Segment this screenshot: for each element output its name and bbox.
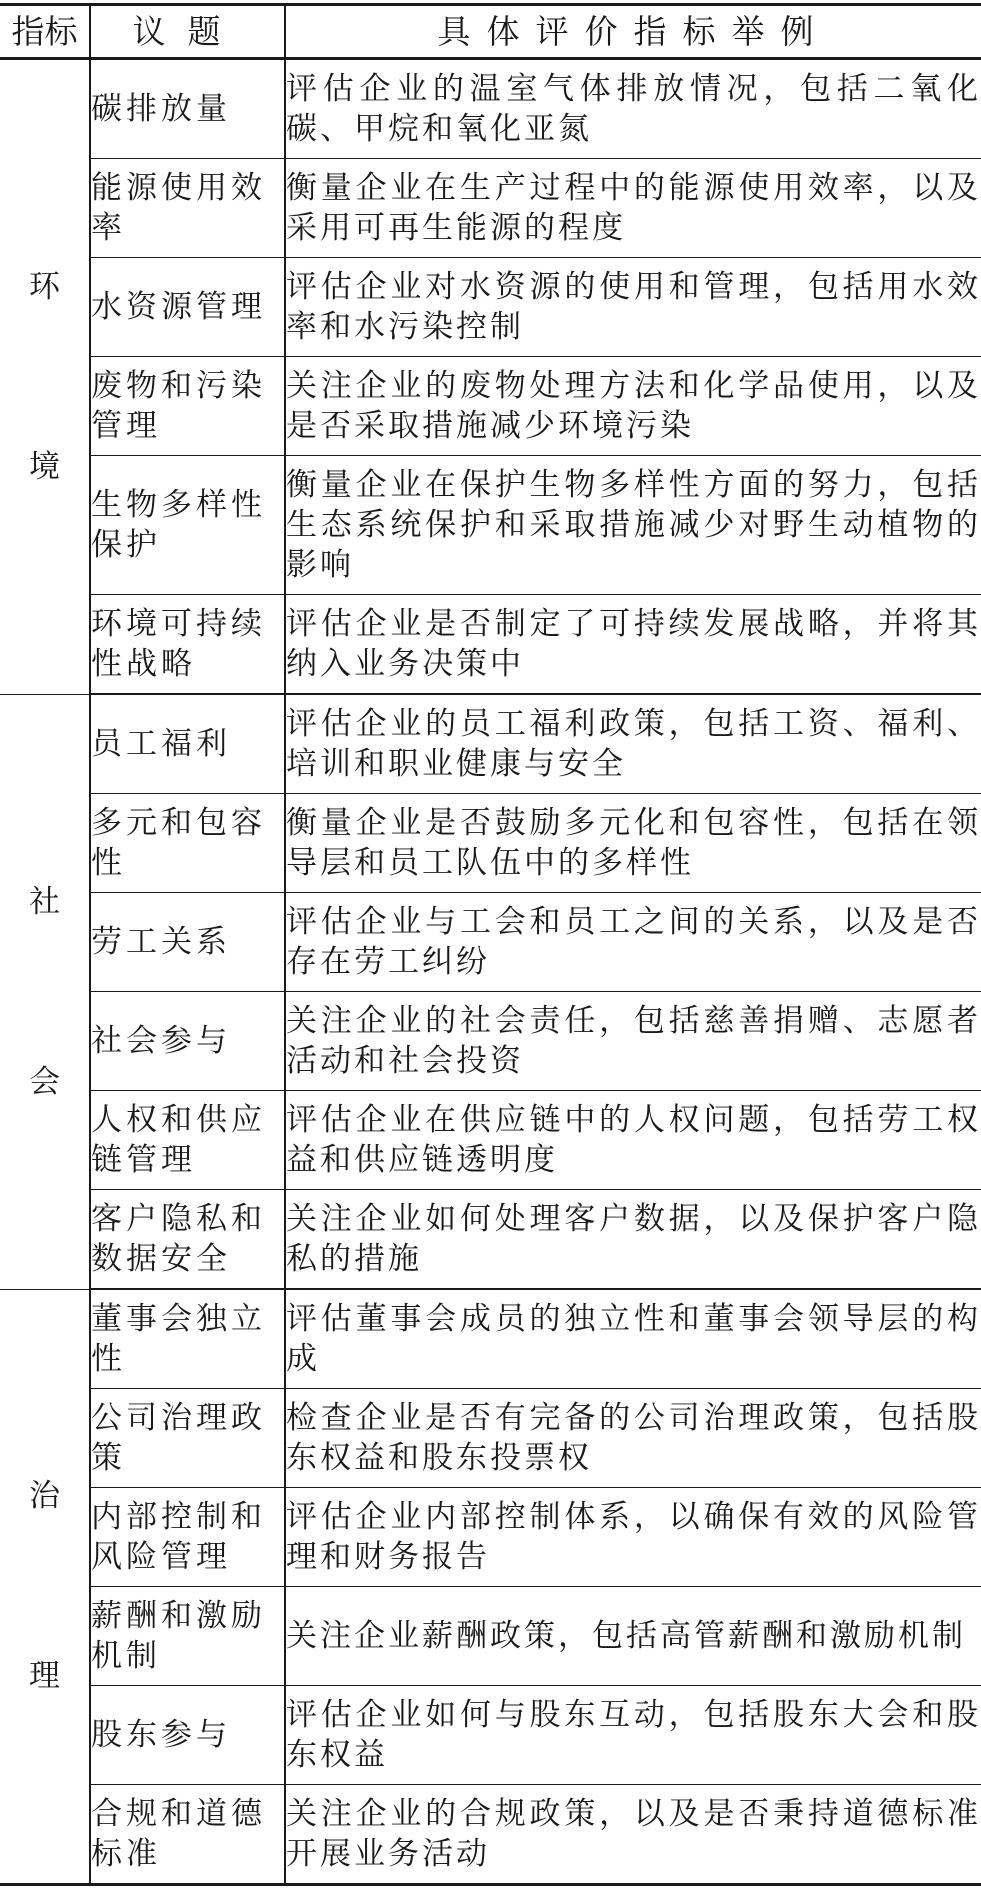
category-char: 治 — [29, 1478, 60, 1515]
table-row — [0, 893, 981, 992]
category-char: 环 — [29, 268, 60, 305]
category-char: 理 — [29, 1658, 60, 1695]
topic-cell: 董事会独立性 — [90, 1289, 285, 1389]
table-row — [0, 694, 981, 794]
topic-cell: 劳工关系 — [90, 893, 285, 992]
description-cell: 关注企业的合规政策，以及是否秉持道德标准开展业务活动 — [285, 1785, 981, 1885]
description-cell: 评估企业对水资源的使用和管理，包括用水效率和水污染控制 — [285, 258, 981, 357]
description-cell: 衡量企业是否鼓励多元化和包容性，包括在领导层和员工队伍中的多样性 — [285, 794, 981, 893]
topic-cell: 环境可持续性战略 — [90, 595, 285, 695]
table-row — [0, 258, 981, 357]
table-header-row — [0, 5, 981, 59]
topic-cell: 社会参与 — [90, 992, 285, 1091]
table-row — [0, 59, 981, 159]
table-row — [0, 1190, 981, 1290]
table-row — [0, 1686, 981, 1785]
header-topic: 议题 — [90, 5, 285, 59]
topic-cell: 股东参与 — [90, 1686, 285, 1785]
topic-cell: 多元和包容性 — [90, 794, 285, 893]
header-category: 指标 — [0, 5, 90, 59]
description-cell: 评估企业与工会和员工之间的关系，以及是否存在劳工纠纷 — [285, 893, 981, 992]
table-row — [0, 1091, 981, 1190]
topic-cell: 生物多样性保护 — [90, 456, 285, 595]
description-cell: 衡量企业在生产过程中的能源使用效率，以及采用可再生能源的程度 — [285, 159, 981, 258]
table-row — [0, 794, 981, 893]
description-cell: 评估企业内部控制体系，以确保有效的风险管理和财务报告 — [285, 1488, 981, 1587]
table-row — [0, 1587, 981, 1686]
topic-cell: 员工福利 — [90, 694, 285, 794]
table-row — [0, 595, 981, 695]
description-cell: 关注企业的废物处理方法和化学品使用，以及是否采取措施减少环境污染 — [285, 357, 981, 456]
description-cell: 评估企业是否制定了可持续发展战略，并将其纳入业务决策中 — [285, 595, 981, 695]
topic-cell: 能源使用效率 — [90, 159, 285, 258]
description-cell: 评估企业如何与股东互动，包括股东大会和股东权益 — [285, 1686, 981, 1785]
topic-cell: 公司治理政策 — [90, 1389, 285, 1488]
category-char: 境 — [29, 448, 60, 485]
description-cell: 衡量企业在保护生物多样性方面的努力，包括生态系统保护和采取措施减少对野生动植物的影响 — [285, 456, 981, 595]
topic-cell: 薪酬和激励机制 — [90, 1587, 285, 1686]
category-environment — [0, 59, 90, 695]
table-row — [0, 1289, 981, 1389]
table-row — [0, 159, 981, 258]
esg-indicator-table — [0, 3, 981, 1886]
description-cell: 评估企业在供应链中的人权问题，包括劳工权益和供应链透明度 — [285, 1091, 981, 1190]
topic-cell: 客户隐私和数据安全 — [90, 1190, 285, 1290]
header-description: 具体评价指标举例 — [285, 5, 981, 59]
description-cell: 关注企业薪酬政策，包括高管薪酬和激励机制 — [285, 1587, 981, 1686]
description-cell: 评估企业的温室气体排放情况，包括二氧化碳、甲烷和氧化亚氮 — [285, 59, 981, 159]
category-char: 会 — [29, 1063, 60, 1100]
topic-cell: 碳排放量 — [90, 59, 285, 159]
description-cell: 关注企业的社会责任，包括慈善捐赠、志愿者活动和社会投资 — [285, 992, 981, 1091]
description-cell: 评估企业的员工福利政策，包括工资、福利、培训和职业健康与安全 — [285, 694, 981, 794]
category-social — [0, 694, 90, 1289]
table-row — [0, 1488, 981, 1587]
topic-cell: 合规和道德标准 — [90, 1785, 285, 1885]
topic-cell: 水资源管理 — [90, 258, 285, 357]
topic-cell: 内部控制和风险管理 — [90, 1488, 285, 1587]
description-cell: 检查企业是否有完备的公司治理政策，包括股东权益和股东投票权 — [285, 1389, 981, 1488]
topic-cell: 人权和供应链管理 — [90, 1091, 285, 1190]
category-char: 社 — [29, 883, 60, 920]
category-governance — [0, 1289, 90, 1885]
table-body — [0, 59, 981, 1885]
description-cell: 关注企业如何处理客户数据，以及保护客户隐私的措施 — [285, 1190, 981, 1290]
table-row — [0, 1389, 981, 1488]
table-row — [0, 992, 981, 1091]
table-row — [0, 357, 981, 456]
description-cell: 评估董事会成员的独立性和董事会领导层的构成 — [285, 1289, 981, 1389]
topic-cell: 废物和污染管理 — [90, 357, 285, 456]
table-row — [0, 456, 981, 595]
table-row — [0, 1785, 981, 1885]
